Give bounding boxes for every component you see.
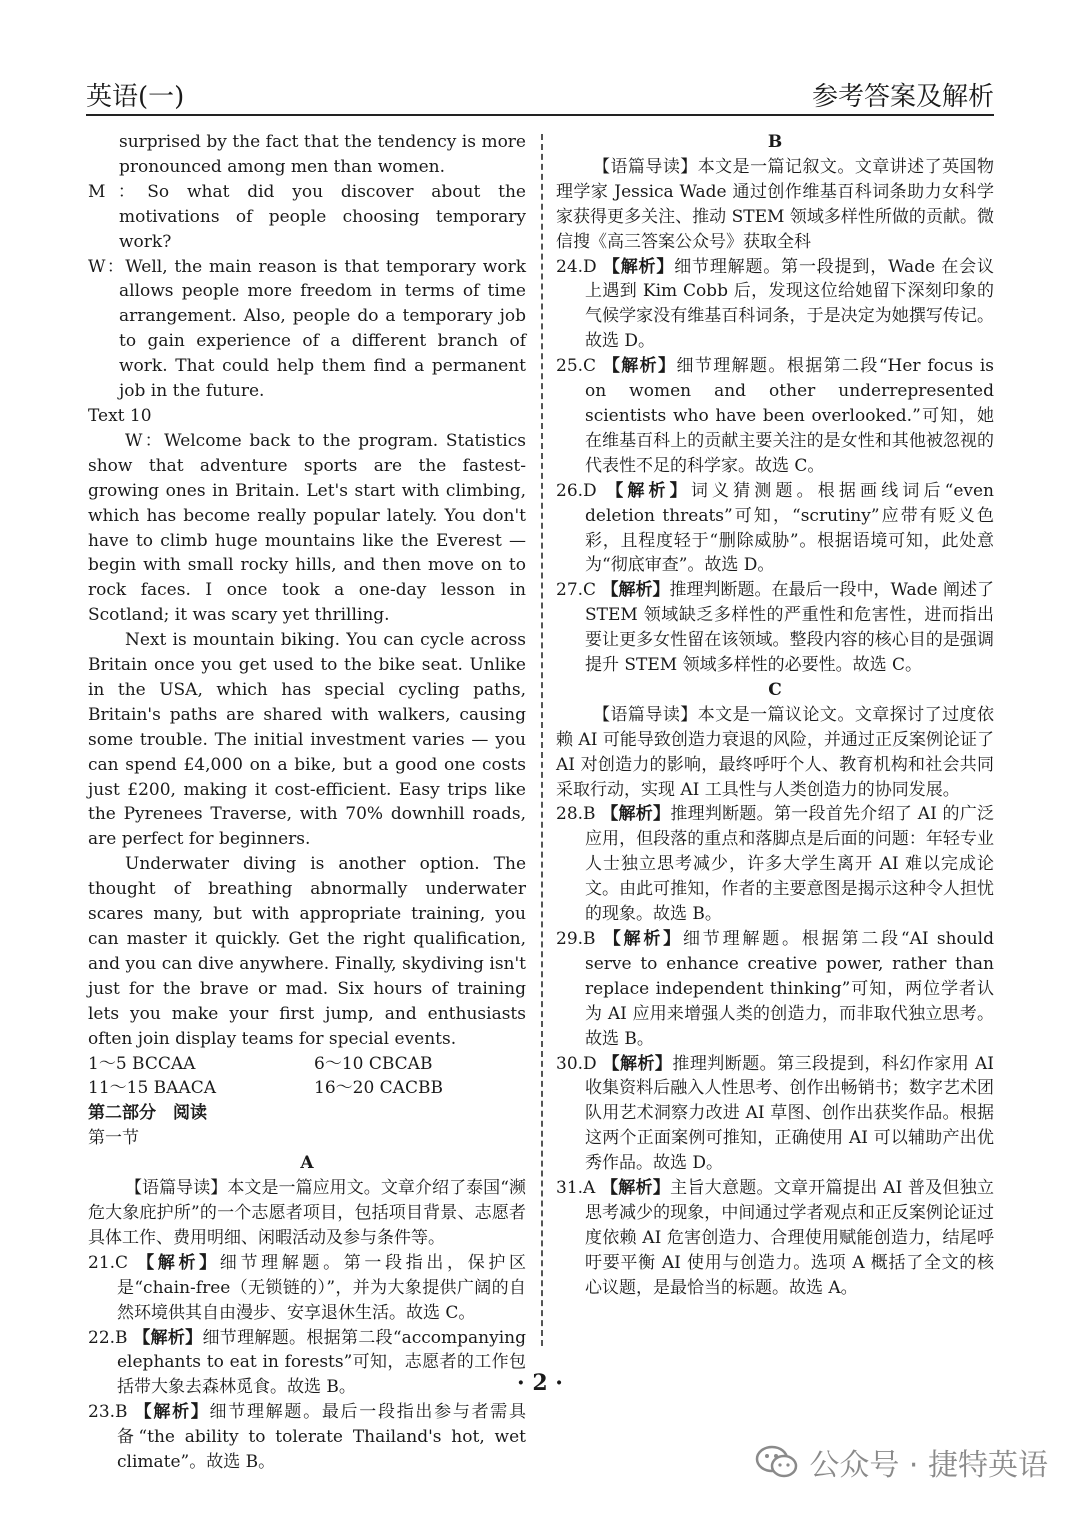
listening-paragraph: Underwater diving is another option. The thought of breathing abnormally underwater scares many, but with appropriate training, you can master it quickly. Get the right qualification, and you can dive anywhere. Finally, skydiving isn't just for the brave or mad. Six hours of training lets you make your first jump, and enthusiasts often join display teams for special events. xyxy=(88,854,526,1049)
question-number: 31.A xyxy=(556,1178,596,1199)
answer-explanation xyxy=(88,1251,526,1326)
right-column xyxy=(556,130,994,1301)
answer-range: 11～15 BAACA xyxy=(88,1078,216,1099)
listening-line: surprised by the fact that the tendency is more pronounced among men than women. xyxy=(119,132,526,177)
analysis-tag: 【解析】 xyxy=(602,256,675,277)
question-number: 21.C xyxy=(88,1252,129,1273)
analysis-tag: 【解析】 xyxy=(602,356,677,377)
passage-heading: B xyxy=(767,132,783,152)
explanation-text: 词义猜测题。根据画线词后“even deletion threats”可知，“scrutiny”应带有贬义色彩，且程度轻于“删除威胁”。根据语境可知，此处意为“彻底审查”。故选 D。 xyxy=(585,480,995,576)
passage-guide: 【语篇导读】本文是一篇记叙文。文章讲述了英国物理学家 Jessica Wade 通过创作维基百科词条助力女科学家获得更多关注、推动 STEM 领域多样性所做的贡献。微信搜《高三答案公众号》获取全科 xyxy=(556,156,994,252)
question-number: 27.C xyxy=(556,580,597,601)
explanation-text: 细节理解题。根据第二段“Her focus is on women and other underrepresented scientists who have been overlooked.”可知，她在维基百科上的贡献主要关注的是女性和其他被忽视的代表性不足的科学家。故选 C。 xyxy=(585,356,995,476)
answer-explanation xyxy=(88,1400,526,1475)
part-title: 第二部分 阅读 xyxy=(88,1103,207,1124)
wechat-icon xyxy=(755,1445,799,1479)
explanation-text: 细节理解题。根据第二段“accompanying elephants to eat in forests”可知，志愿者的工作包括带大象去森林觅食。故选 B。 xyxy=(117,1327,526,1398)
listening-line: M：So what did you discover about the motivations of people choosing temporary work? xyxy=(88,181,526,252)
answer-explanation xyxy=(556,578,994,678)
question-number: 25.C xyxy=(556,356,597,377)
header-title: 参考答案及解析 xyxy=(811,82,994,112)
explanation-text: 细节理解题。第一段指出，保护区是“chain-free（无锁链的）”，并为大象提供广阔的自然环境供其自由漫步、安享退休生活。故选 C。 xyxy=(117,1252,527,1323)
explanation-text: 主旨大意题。文章开篇提出 AI 普及但独立思考减少的现象，中间通过学者观点和正反案例论证过度依赖 AI 危害创造力、合理使用赋能创造力，结尾呼吁要平衡 AI 使用与创造力。选项 A 概括了全文的核心议题，是最恰当的标题。故选 A。 xyxy=(585,1178,994,1298)
analysis-tag: 【解析】 xyxy=(603,929,683,949)
answer-row xyxy=(88,1076,526,1101)
listening-paragraph: W：Welcome back to the program. Statistics show that adventure sports are the fastest-growing ones in Britain. Let's start with climbing, which has become really popular lately. You don't have to climb huge mountains like the Everest — begin with small rocky hills, and then move on to rock faces. I once took a one-day lesson in Scotland; it was scary yet thrilling. xyxy=(88,430,526,626)
question-number: 22.B xyxy=(88,1327,128,1348)
question-number: 30.D xyxy=(556,1053,597,1074)
analysis-tag: 【解析】 xyxy=(137,1252,220,1273)
listening-paragraph: Next is mountain biking. You can cycle across Britain once you get used to the bike seat. Unlike in the USA, which has special cycling paths, Britain's paths are shared with walkers, causing some trouble. The initial investment varies — you can spend £4,000 on a bike, but a good one costs just £200, making it cost-efficient. Easy trips like the Pyrenees Traverse, with 70% downhill roads, are perfect for beginners. xyxy=(88,630,526,850)
header-subject: 英语(一) xyxy=(86,82,185,112)
answer-range: 6～10 CBCAB xyxy=(314,1053,433,1074)
explanation-text: 细节理解题。第一段提到，Wade 在会议上遇到 Kim Cobb 后，发现这位给她留下深刻印象的气候学家没有维基百科词条，于是决定为她撰写传记。故选 D。 xyxy=(585,256,995,352)
question-number: 28.B xyxy=(556,804,596,825)
explanation-text: 细节理解题。根据第二段“AI should serve to enhance creative power, rather than replace independent thinking”可知，两位学者认为 AI 应用来增强人类的创造力，而非取代独立思考。故选 B。 xyxy=(585,929,995,1049)
analysis-tag: 【解析】 xyxy=(134,1402,210,1423)
section-title: 第一节 xyxy=(88,1128,139,1149)
passage-guide: 【语篇导读】本文是一篇应用文。文章介绍了泰国“濒危大象庇护所”的一个志愿者项目，包括项目背景、志愿者具体工作、费用明细、闲暇活动及参与条件等。 xyxy=(88,1178,526,1248)
text-label: Text 10 xyxy=(88,405,152,426)
question-number: 23.B xyxy=(88,1402,128,1423)
answer-explanation xyxy=(556,1176,994,1301)
explanation-text: 推理判断题。第一段首先介绍了 AI 的广泛应用，但段落的重点和落脚点是后面的问题：年轻专业人士独立思考减少，许多大学生离开 AI 难以完成论文。由此可推知，作者的主要意图是揭示这种令人担忧的现象。故选 B。 xyxy=(585,804,995,925)
analysis-tag: 【解析】 xyxy=(133,1327,203,1348)
analysis-tag: 【解析】 xyxy=(606,480,691,501)
answer-explanation xyxy=(556,354,994,479)
analysis-tag: 【解析】 xyxy=(601,580,670,601)
explanation-text: 推理判断题。第三段提到，科幻作家用 AI 收集资料后融入人性思考、创作出畅销书；数字艺术团队用艺术洞察力改进 AI 草图、创作出获奖作品。根据这两个正面案例可推知，正确使用 AI 可以辅助产出优秀作品。故选 D。 xyxy=(585,1053,995,1174)
answer-explanation xyxy=(556,927,994,1052)
answer-row xyxy=(88,1052,526,1077)
watermark xyxy=(755,1440,1048,1484)
left-column xyxy=(88,130,526,1475)
question-number: 26.D xyxy=(556,480,597,501)
answer-explanation xyxy=(556,1052,994,1177)
explanation-text: 推理判断题。在最后一段中，Wade 阐述了 STEM 领域缺乏多样性的严重性和危害性，进而指出要让更多女性留在该领域。整段内容的核心目的是强调提升 STEM 领域多样性的必要性。故选 C。 xyxy=(585,580,995,676)
answer-explanation xyxy=(556,802,994,927)
page-number: · 2 · xyxy=(517,1370,563,1396)
question-number: 29.B xyxy=(556,929,596,949)
explanation-text: 细节理解题。最后一段指出参与者需具备“the ability to tolerate Thailand's hot, wet climate”。故选 B。 xyxy=(117,1402,527,1473)
answer-explanation xyxy=(556,479,994,579)
analysis-tag: 【解析】 xyxy=(601,804,671,825)
listening-line: W：Well, the main reason is that temporary work allows people more freedom in terms of time arrangement. Also, people do a temporary job to gain experience of a different branch of work. That could help them find a permanent job in the future. xyxy=(88,256,526,402)
analysis-tag: 【解析】 xyxy=(601,1178,671,1199)
answer-range: 16～20 CACBB xyxy=(314,1078,443,1099)
analysis-tag: 【解析】 xyxy=(602,1053,673,1074)
passage-heading: A xyxy=(300,1153,314,1174)
answer-explanation xyxy=(556,255,994,355)
passage-heading: C xyxy=(768,679,782,700)
question-number: 24.D xyxy=(556,256,597,277)
column-divider xyxy=(541,134,543,1346)
answer-range: 1～5 BCCAA xyxy=(88,1053,196,1074)
passage-guide: 【语篇导读】本文是一篇议论文。文章探讨了过度依赖 AI 可能导致创造力衰退的风险，并通过正反案例论证了 AI 对创造力的影响，最终呼吁个人、教育机构和社会共同采取行动，实现 AI 工具性与人类创造力的协同发展。 xyxy=(556,704,994,800)
watermark-text: 公众号 · 捷特英语 xyxy=(809,1448,1048,1483)
page-header xyxy=(86,70,994,116)
